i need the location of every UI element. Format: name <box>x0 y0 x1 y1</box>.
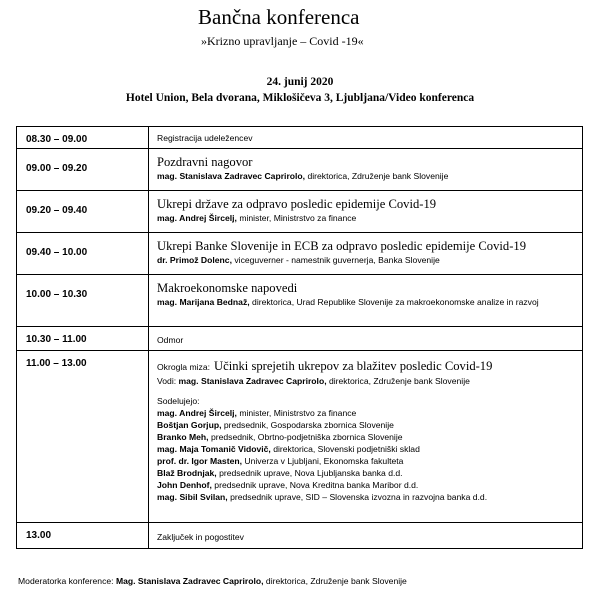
program-table <box>16 126 583 549</box>
participant-name: Blaž Brodnjak, <box>157 468 217 478</box>
row-label: Odmor <box>157 335 184 345</box>
participant-item <box>157 407 574 419</box>
speaker-role: direktorica, Združenje bank Slovenije <box>307 171 449 181</box>
lead-prefix: Vodi: <box>157 376 177 386</box>
row-label: Registracija udeležencev <box>157 133 253 143</box>
row-time: 09.00 – 09.20 <box>17 149 149 191</box>
document-subtitle: »Krizno upravljanje – Covid -19« <box>201 34 364 48</box>
participant-name: Branko Meh, <box>157 432 209 442</box>
program-row-bank-measures <box>17 233 583 275</box>
participant-item <box>157 455 574 467</box>
participant-item <box>157 419 574 431</box>
program-row-forecasts <box>17 275 583 327</box>
participants-label: Sodelujejo: <box>157 396 200 406</box>
participant-name: mag. Maja Tomanič Vidovič, <box>157 444 271 454</box>
participant-item <box>157 431 574 443</box>
row-time: 10.00 – 10.30 <box>17 275 149 327</box>
participant-name: prof. dr. Igor Masten, <box>157 456 242 466</box>
moderator-line <box>157 375 574 387</box>
participant-item <box>157 443 574 455</box>
speaker-name: dr. Primož Dolenc, <box>157 255 232 265</box>
program-row-state-measures <box>17 191 583 233</box>
participant-name: John Denhof, <box>157 480 212 490</box>
speaker-role: minister, Ministrstvo za finance <box>239 213 357 223</box>
session-title: Ukrepi Banke Slovenije in ECB za odpravo posledic epidemije Covid-19 <box>157 239 526 253</box>
participant-item <box>157 479 574 491</box>
participant-name: Boštjan Gorjup, <box>157 420 222 430</box>
event-date: 24. junij 2020 <box>266 76 334 88</box>
round-table-title: Učinki sprejetih ukrepov za blažitev posledic Covid-19 <box>214 359 493 373</box>
row-time: 09.40 – 10.00 <box>17 233 149 275</box>
moderator-prefix: Moderatorka konference: <box>18 576 114 586</box>
participant-name: mag. Sibil Svilan, <box>157 492 228 502</box>
conference-moderator <box>18 576 407 586</box>
participant-role: direktorica, Slovenski podjetniški sklad <box>273 444 420 454</box>
participant-item <box>157 491 574 503</box>
session-title: Ukrepi države za odpravo posledic epidemije Covid-19 <box>157 197 437 211</box>
row-time: 09.20 – 09.40 <box>17 191 149 233</box>
session-title: Pozdravni nagovor <box>157 155 253 169</box>
row-time: 10.30 – 11.00 <box>17 327 149 351</box>
program-row-closing <box>17 523 583 549</box>
row-time: 13.00 <box>17 523 149 549</box>
participant-role: predsednik, Gospodarska zbornica Slovenije <box>223 420 394 430</box>
speaker-name: mag. Marijana Bednaž, <box>157 297 250 307</box>
round-table-heading <box>157 357 574 375</box>
program-row-break <box>17 327 583 351</box>
row-time: 08.30 – 09.00 <box>17 127 149 149</box>
participant-role: minister, Ministrstvo za finance <box>239 408 357 418</box>
moderator-role: direktorica, Združenje bank Slovenije <box>265 576 407 586</box>
speaker-role: direktorica, Urad Republike Slovenije za makroekonomske analize in razvoj <box>252 297 539 307</box>
speaker-name: mag. Stanislava Zadravec Caprirolo, <box>157 171 306 181</box>
event-venue: Hotel Union, Bela dvorana, Miklošičeva 3, Ljubljana/Video konferenca <box>125 92 475 104</box>
participant-role: Univerza v Ljubljani, Ekonomska fakulteta <box>244 456 404 466</box>
moderator-name: Mag. Stanislava Zadravec Caprirolo, <box>115 576 264 586</box>
lead-role: direktorica, Združenje bank Slovenije <box>328 376 470 386</box>
lead-name: mag. Stanislava Zadravec Caprirolo, <box>178 376 327 386</box>
participant-role: predsednik uprave, Nova Ljubljanska banka d.d. <box>219 468 403 478</box>
speaker-name: mag. Andrej Šircelj, <box>157 213 237 223</box>
round-table-prefix: Okrogla miza: <box>157 362 211 372</box>
program-row-registration <box>17 127 583 149</box>
participant-role: predsednik, Obrtno-podjetniška zbornica Slovenije <box>210 432 403 442</box>
participant-item <box>157 467 574 479</box>
participant-role: predsednik uprave, SID – Slovenska izvozna in razvojna banka d.d. <box>230 492 488 502</box>
program-row-round-table <box>17 351 583 523</box>
row-label: Zaključek in pogostitev <box>157 532 244 542</box>
document-title: Bančna konferenca <box>198 5 360 29</box>
participant-name: mag. Andrej Šircelj, <box>157 408 237 418</box>
speaker-role: viceguverner - namestnik guvernerja, Banka Slovenije <box>234 255 440 265</box>
row-time: 11.00 – 13.00 <box>17 351 149 523</box>
participant-role: predsednik uprave, Nova Kreditna banka Maribor d.d. <box>214 480 419 490</box>
session-title: Makroekonomske napovedi <box>157 281 298 295</box>
program-row-welcome <box>17 149 583 191</box>
